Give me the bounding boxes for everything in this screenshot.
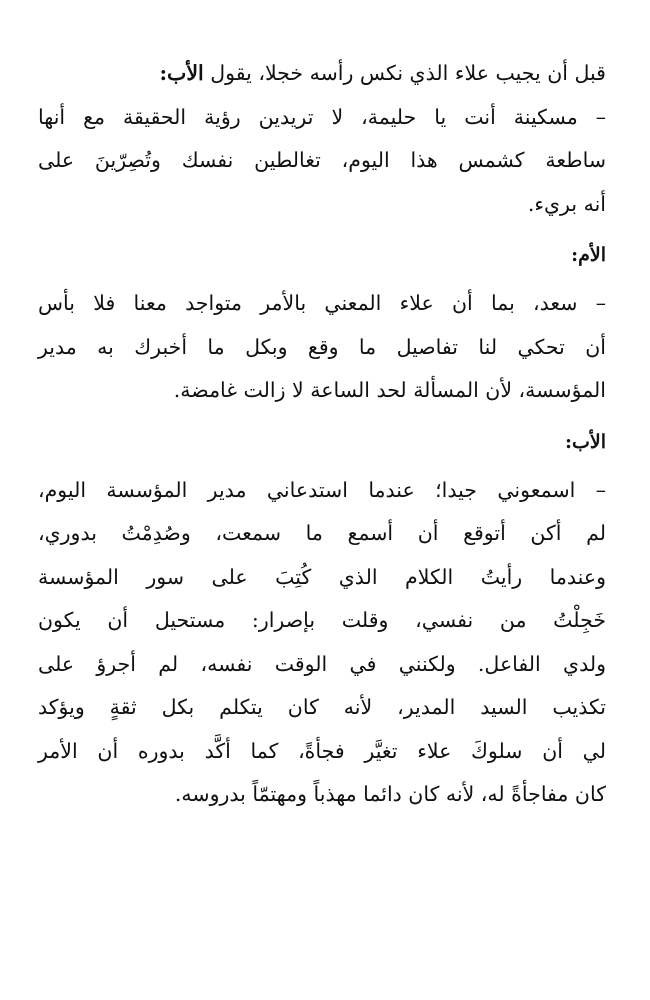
text-line: خَجِلْتُ من نفسي، وقلت بإصرار: مستحيل أن يكون	[38, 608, 606, 632]
text-line: أن تحكي لنا تفاصيل ما وقع وبكل ما أخبرك به مدير	[38, 334, 606, 359]
intro-speaker: الأب:	[159, 61, 204, 85]
mother-speech	[38, 282, 606, 413]
speaker-label-father: الأب:	[564, 430, 606, 453]
text-line: لم أكن أتوقع أن أسمع ما سمعت، وصُدِمْتُ بدوري،	[38, 521, 606, 545]
intro-line	[38, 52, 606, 96]
text-line: – اسمعوني جيدا؛ عندما استدعاني مدير المؤسسة اليوم،	[38, 477, 606, 502]
text-line: المؤسسة، لأن المسألة لحد الساعة لا زالت غامضة.	[173, 378, 606, 402]
text-line: كان مفاجأةً له، لأنه كان دائما مهذباً ومهتمّاً بدروسه.	[174, 782, 606, 806]
text-line: لي أن سلوكَ علاء تغيَّر فجأةً، كما أكَّد بدوره أن الأمر	[38, 738, 606, 763]
speaker-label-mother: الأم:	[571, 244, 606, 266]
text-line: ولدي الفاعل. ولكنني في الوقت نفسه، لم أجرؤ على	[38, 651, 606, 676]
text-line: تكذيب السيد المدير، لأنه كان يتكلم بكل ثقةٍ ويؤكد	[38, 695, 606, 719]
intro-paragraph	[38, 52, 606, 96]
father-speech-1	[38, 96, 606, 227]
intro-text: قبل أن يجيب علاء الذي نكس رأسه خجلا، يقول	[203, 61, 606, 85]
text-line: وعندما رأيتُ الكلام الذي كُتِبَ على سور المؤسسة	[38, 564, 606, 589]
text-line: أنه بريء.	[527, 191, 606, 216]
text-line: – سعد، بما أن علاء المعني بالأمر متواجد معنا فلا بأس	[38, 291, 606, 315]
father-speech-2	[38, 469, 606, 817]
text-line: ساطعة كشمس هذا اليوم، تغالطين نفسك وتُصِرّينَ على	[38, 148, 606, 172]
document-page	[38, 52, 606, 817]
text-line: – مسكينة أنت يا حليمة، لا تريدين رؤية الحقيقة مع أنها	[38, 104, 606, 129]
